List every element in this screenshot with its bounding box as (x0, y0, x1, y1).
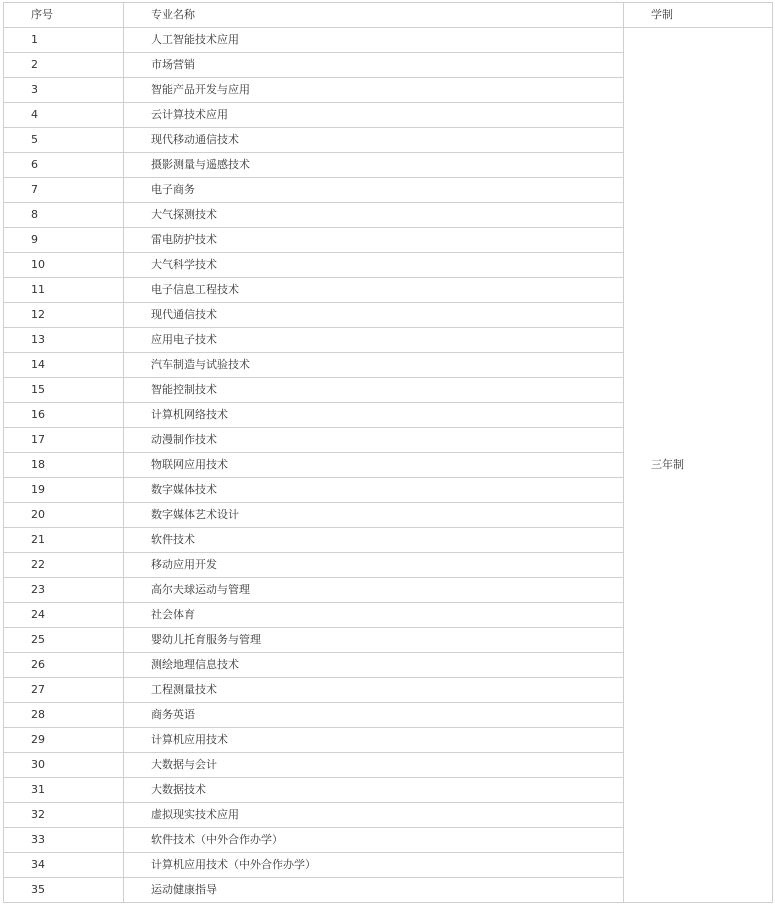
major-name: 现代通信技术 (124, 303, 624, 328)
major-name: 计算机网络技术 (124, 403, 624, 428)
row-number: 5 (4, 128, 124, 153)
major-name: 摄影测量与遥感技术 (124, 153, 624, 178)
row-number: 2 (4, 53, 124, 78)
majors-table (3, 2, 773, 903)
header-no: 序号 (4, 3, 124, 28)
row-number: 22 (4, 553, 124, 578)
major-name: 计算机应用技术 (124, 728, 624, 753)
row-number: 4 (4, 103, 124, 128)
row-number: 20 (4, 503, 124, 528)
row-number: 12 (4, 303, 124, 328)
major-name: 电子商务 (124, 178, 624, 203)
row-number: 31 (4, 778, 124, 803)
row-number: 25 (4, 628, 124, 653)
major-name: 人工智能技术应用 (124, 28, 624, 53)
major-name: 物联网应用技术 (124, 453, 624, 478)
major-name: 雷电防护技术 (124, 228, 624, 253)
row-number: 24 (4, 603, 124, 628)
row-number: 21 (4, 528, 124, 553)
row-number: 34 (4, 853, 124, 878)
majors-body (4, 28, 773, 903)
major-name: 汽车制造与试验技术 (124, 353, 624, 378)
row-number: 8 (4, 203, 124, 228)
duration-cell: 三年制 (624, 28, 773, 903)
header-row (4, 3, 773, 28)
row-number: 32 (4, 803, 124, 828)
row-number: 18 (4, 453, 124, 478)
major-name: 数字媒体艺术设计 (124, 503, 624, 528)
major-name: 云计算技术应用 (124, 103, 624, 128)
row-number: 27 (4, 678, 124, 703)
major-name: 智能控制技术 (124, 378, 624, 403)
header-major-name: 专业名称 (124, 3, 624, 28)
row-number: 3 (4, 78, 124, 103)
major-name: 动漫制作技术 (124, 428, 624, 453)
major-name: 计算机应用技术（中外合作办学） (124, 853, 624, 878)
major-name: 虚拟现实技术应用 (124, 803, 624, 828)
major-name: 智能产品开发与应用 (124, 78, 624, 103)
major-name: 市场营销 (124, 53, 624, 78)
row-number: 29 (4, 728, 124, 753)
row-number: 9 (4, 228, 124, 253)
row-number: 30 (4, 753, 124, 778)
major-name: 数字媒体技术 (124, 478, 624, 503)
major-name: 测绘地理信息技术 (124, 653, 624, 678)
major-name: 软件技术 (124, 528, 624, 553)
major-name: 高尔夫球运动与管理 (124, 578, 624, 603)
row-number: 23 (4, 578, 124, 603)
major-name: 大气科学技术 (124, 253, 624, 278)
major-name: 移动应用开发 (124, 553, 624, 578)
header-duration: 学制 (624, 3, 773, 28)
major-name: 软件技术（中外合作办学） (124, 828, 624, 853)
table-row (4, 28, 773, 53)
row-number: 19 (4, 478, 124, 503)
major-name: 婴幼儿托育服务与管理 (124, 628, 624, 653)
major-name: 大气探测技术 (124, 203, 624, 228)
row-number: 16 (4, 403, 124, 428)
major-name: 工程测量技术 (124, 678, 624, 703)
major-name: 社会体育 (124, 603, 624, 628)
row-number: 33 (4, 828, 124, 853)
row-number: 35 (4, 878, 124, 903)
major-name: 运动健康指导 (124, 878, 624, 903)
major-name: 大数据与会计 (124, 753, 624, 778)
row-number: 1 (4, 28, 124, 53)
row-number: 10 (4, 253, 124, 278)
row-number: 28 (4, 703, 124, 728)
row-number: 15 (4, 378, 124, 403)
major-name: 现代移动通信技术 (124, 128, 624, 153)
row-number: 13 (4, 328, 124, 353)
row-number: 6 (4, 153, 124, 178)
major-name: 应用电子技术 (124, 328, 624, 353)
row-number: 14 (4, 353, 124, 378)
row-number: 11 (4, 278, 124, 303)
row-number: 17 (4, 428, 124, 453)
major-name: 商务英语 (124, 703, 624, 728)
major-name: 电子信息工程技术 (124, 278, 624, 303)
row-number: 7 (4, 178, 124, 203)
row-number: 26 (4, 653, 124, 678)
major-name: 大数据技术 (124, 778, 624, 803)
